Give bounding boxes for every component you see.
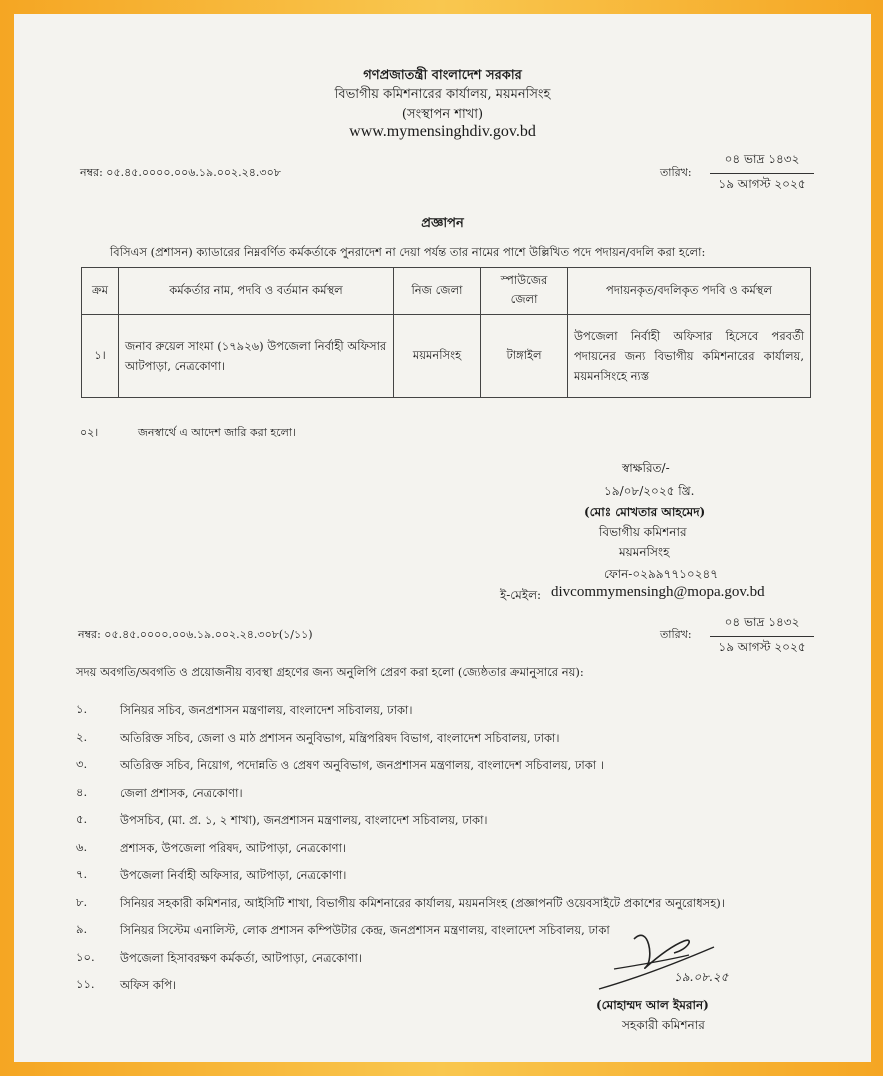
section-name: (সংস্থাপন শাখা): [401, 107, 484, 122]
col-posting: পদায়নকৃত/বদলিকৃত পদবি ও কর্মস্থল: [568, 268, 811, 315]
handwritten-date: ১৯.০৮.২৫: [674, 970, 729, 984]
signed-mark: স্বাক্ষরিত/-: [622, 461, 670, 475]
cell-officer: জনাব রুয়েল সাংমা (১৭৯২৬) উপজেলা নির্বাহী অফিসার আটপাড়া, নেত্রকোণা।: [119, 315, 394, 398]
list-item: [76, 894, 780, 913]
list-number: ৯.: [76, 922, 88, 936]
list-text: উপসচিব, (মা. প্র. ১, ২ শাখা), জনপ্রশাসন মন্ত্রণালয়, বাংলাদেশ সচিবালয়, ঢাকা।: [120, 813, 488, 827]
list-number: ১.: [76, 702, 88, 716]
signer-name: (মোঃ মোখতার আহমেদ): [584, 505, 706, 519]
date2-bangla: ০৪ ভাদ্র ১৪৩২: [710, 614, 814, 637]
cell-spouse-district: টাঙ্গাইল: [481, 315, 568, 398]
list-number: ৪.: [76, 784, 88, 799]
col-home-district: নিজ জেলা: [394, 268, 481, 315]
memo2-number: নম্বর: ০৫.৪৫.০০০০.০০৬.১৯.০০২.২৪.৩০৮(১/১১): [78, 628, 313, 641]
table-header-row: [82, 268, 811, 315]
email-label: ই-মেইল:: [500, 588, 542, 602]
signer-place: ময়মনসিংহ: [619, 545, 670, 559]
list-text: উপজেলা নির্বাহী অফিসার, আটপাড়া, নেত্রকোণা।: [120, 868, 347, 882]
list-number: ৮.: [76, 894, 88, 909]
list-item: [76, 756, 780, 775]
col-serial: ক্রম: [82, 268, 119, 315]
list-text: অতিরিক্ত সচিব, নিয়োগ, পদোন্নতি ও প্রেষণ অনুবিভাগ, জনপ্রশাসন মন্ত্রণালয়, বাংলাদেশ সচিবালয়, ঢাকা ।: [120, 758, 604, 772]
list-text: অতিরিক্ত সচিব, জেলা ও মাঠ প্রশাসন অনুবিভাগ, মন্ত্রিপরিষদ বিভাগ, বাংলাদেশ সচিবালয়, ঢাকা।: [120, 730, 560, 745]
list-text: সিনিয়র সিস্টেম এনালিস্ট, লোক প্রশাসন কম্পিউটার কেন্দ্র, জনপ্রশাসন মন্ত্রণালয়, বাংলাদেশ সচিবালয়, ঢাকা: [120, 923, 610, 937]
list-text: সিনিয়র সচিব, জনপ্রশাসন মন্ত্রণালয়, বাংলাদেশ সচিবালয়, ঢাকা।: [120, 703, 413, 717]
page-title: প্রজ্ঞাপন: [421, 216, 464, 231]
cell-posting: উপজেলা নির্বাহী অফিসার হিসেবে পরবর্তী পদায়নের জন্য বিভাগীয় কমিশনারের কার্যালয়, ময়মনসিংহে ন্যস্ত: [568, 315, 811, 398]
list-text: জেলা প্রশাসক, নেত্রকোণা।: [120, 785, 243, 800]
para2-text: জনস্বার্থে এ আদেশ জারি করা হলো।: [138, 426, 296, 439]
list-item: [76, 811, 780, 830]
list-number: ১১.: [76, 977, 95, 991]
list-item: [76, 866, 780, 885]
list-text: সিনিয়র সহকারী কমিশনার, আইসিটি শাখা, বিভাগীয় কমিশনারের কার্যালয়, ময়মনসিংহ (প্রজ্ঞাপনটি ওয়েবসাইটে প্রকাশের অনুরোধসহ)।: [120, 895, 725, 910]
date-label: তারিখ:: [660, 166, 692, 179]
list-number: ৭.: [76, 867, 88, 881]
govt-name: গণপ্রজাতন্ত্রী বাংলাদেশ সরকার: [363, 68, 522, 83]
signer2-designation: সহকারী কমিশনার: [622, 1018, 705, 1032]
date-gregorian: ১৯ আগস্ট ২০২৫: [718, 177, 806, 191]
col-spouse-district: স্পাউজের জেলা: [481, 268, 568, 315]
list-text: উপজেলা হিসাবরক্ষণ কর্মকর্তা, আটপাড়া, নেত্রকোণা।: [120, 950, 362, 965]
copy-intro: সদয় অবগতি/অবগতি ও প্রয়োজনীয় ব্যবস্থা গ্রহণের জন্য অনুলিপি প্রেরণ করা হলো (জ্যেষ্ঠতার ক্রমানুসারে নয়):: [76, 665, 584, 679]
list-number: ৩.: [76, 757, 88, 771]
date2-box: [710, 614, 814, 659]
signer-phone: ফোন-০২৯৯৭৭১০২৪৭: [604, 567, 719, 581]
signer-designation: বিভাগীয় কমিশনার: [599, 525, 687, 539]
cell-home-district: ময়মনসিংহ: [394, 315, 481, 398]
signer2-name: (মোহাম্মদ আল ইমরান): [596, 998, 709, 1012]
list-item: [76, 839, 780, 858]
list-text: অফিস কপি।: [120, 978, 177, 992]
list-item: [76, 784, 780, 803]
table-row: [82, 315, 811, 398]
document-page: [14, 14, 871, 1062]
website: www.mymensinghdiv.gov.bd: [349, 123, 536, 140]
date-box: [710, 151, 814, 196]
list-number: ২.: [76, 729, 88, 744]
memo-number: নম্বর: ০৫.৪৫.০০০০.০০৬.১৯.০০২.২৪.৩০৮: [80, 166, 281, 179]
list-number: ৬.: [76, 839, 88, 854]
list-number: ১০.: [76, 949, 95, 964]
list-item: [76, 701, 780, 720]
date2-label: তারিখ:: [660, 628, 692, 641]
date-bangla: ০৪ ভাদ্র ১৪৩২: [710, 151, 814, 174]
office-name: বিভাগীয় কমিশনারের কার্যালয়, ময়মনসিংহ: [334, 87, 551, 102]
signer-email: divcommymensingh@mopa.gov.bd: [551, 584, 765, 600]
list-number: ৫.: [76, 812, 88, 826]
list-text: প্রশাসক, উপজেলা পরিষদ, আটপাড়া, নেত্রকোণা।: [120, 840, 347, 855]
para2-number: ০২।: [80, 426, 99, 439]
cell-serial: ১।: [82, 315, 119, 398]
date2-gregorian: ১৯ আগস্ট ২০২৫: [718, 640, 806, 654]
posting-table: [81, 267, 811, 398]
intro-text: বিসিএস (প্রশাসন) ক্যাডারের নিম্নবর্ণিত কর্মকর্তাকে পুনরাদেশ না দেয়া পর্যন্ত তার নামের পাশে উল্লিখিত পদে পদায়ন/বদলি করা হলো:: [110, 245, 706, 259]
col-officer: কর্মকর্তার নাম, পদবি ও বর্তমান কর্মস্থল: [119, 268, 394, 315]
signed-date: ১৯/০৮/২০২৫ খ্রি.: [604, 484, 695, 498]
list-item: [76, 729, 780, 748]
